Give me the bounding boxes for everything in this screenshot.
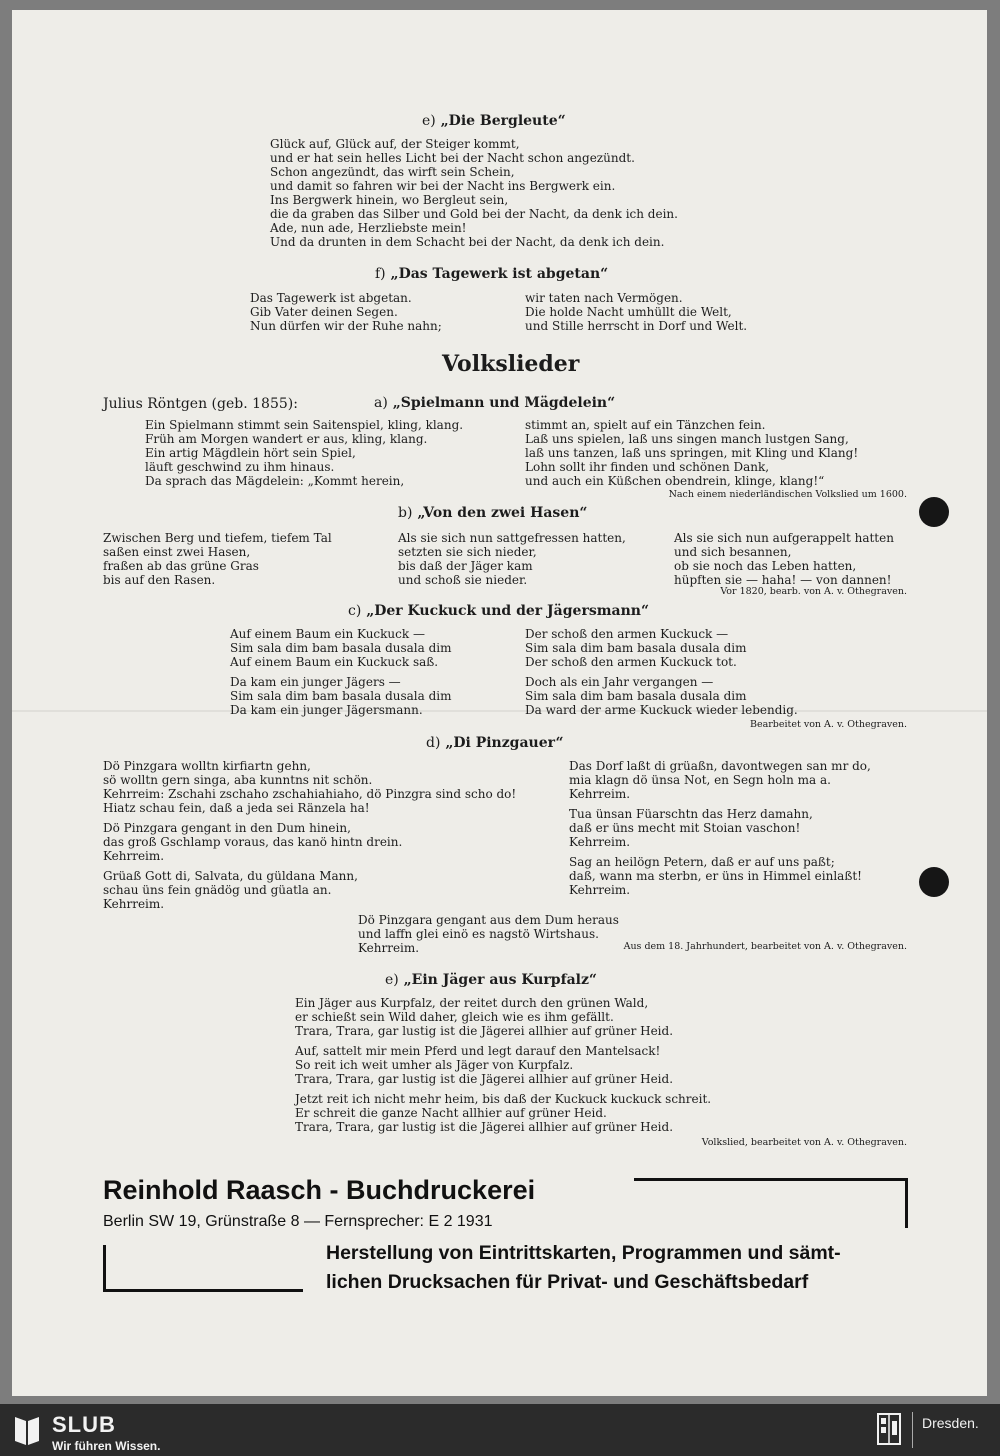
- song-text-spielmann-left: Ein Spielmann stimmt sein Saitenspiel, kling, klang. Früh am Morgen wandert er aus, kling, klang. Ein artig Mägdlein hört sein Spiel, läuft geschwind zu ihm hinaus. Da sprach das Mägdelein: „Kommt herein,: [145, 418, 464, 488]
- song-text-hasen-col3: Als sie sich nun aufgerappelt hatten und sich besannen, ob sie noch das Leben hatten, hüpften sie — haha! — von dannen!: [674, 531, 894, 587]
- song-text-pinzgauer-right: Das Dorf laßt di grüaßn, davontwegen san mr do, mia klagn dö ünsa Not, en Segn holn ma a. Kehrreim. Tua ünsan Füarschtn das Herz damahn, daß er üns mecht mit Stoian vaschon! Kehrreim. Sag an heilögn Petern, daß er auf uns paßt; daß, wann ma sterbn, er üns in Himmel einlaßt! Kehrreim.: [569, 759, 871, 897]
- footer-bar: [0, 1404, 1000, 1456]
- song-text-tagewerk-left: Das Tagewerk ist abgetan. Gib Vater deinen Segen. Nun dürfen wir der Ruhe nahn;: [250, 291, 442, 333]
- song-heading-hasen: b) „Von den zwei Hasen“: [398, 505, 588, 521]
- advert-services-line1: Herstellung von Eintrittskarten, Programmen und sämt-: [326, 1242, 841, 1264]
- attribution-pinzgauer: Aus dem 18. Jahrhundert, bearbeitet von A. v. Othegraven.: [623, 941, 907, 952]
- section-title: Volkslieder: [442, 351, 580, 377]
- song-text-hasen-col1: Zwischen Berg und tiefem, tiefem Tal saßen einst zwei Hasen, fraßen ab das grüne Gras bis auf den Rasen.: [103, 531, 332, 587]
- slub-logo-icon: [13, 1413, 41, 1447]
- advert-services-line2: lichen Drucksachen für Privat- und Geschäftsbedarf: [326, 1271, 809, 1293]
- song-text-kurpfalz: Ein Jäger aus Kurpfalz, der reitet durch den grünen Wald, er schießt sein Wild daher, gleich wie es ihm gefällt. Trara, Trara, gar lustig ist die Jägerei allhier auf grüner Heid. Auf, sattelt mir mein Pferd und legt darauf den Mantelsack! So reit ich weit umher als Jäger von Kurpfalz. Trara, Trara, gar lustig ist die Jägerei allhier auf grüner Heid. Jetzt reit ich nicht mehr heim, bis daß der Kuckuck kuckuck schreit. Er schreit die ganze Nacht allhier auf grüner Heid. Trara, Trara, gar lustig ist die Jägerei allhier auf grüner Heid.: [295, 996, 712, 1134]
- advert-rule-bottom-vertical: [103, 1245, 106, 1292]
- attribution-kuckuck: Bearbeitet von A. v. Othegraven.: [750, 719, 907, 730]
- dresden-logo-text: Dresden.: [922, 1415, 979, 1431]
- song-text-hasen-col2: Als sie sich nun sattgefressen hatten, setzten sie sich nieder, bis daß der Jäger kam und schoß sie nieder.: [398, 531, 626, 587]
- advert-rule-top-vertical: [905, 1178, 908, 1228]
- footer-divider: [912, 1412, 913, 1448]
- song-text-tagewerk-right: wir taten nach Vermögen. Die holde Nacht umhüllt die Welt, und Stille herrscht in Dorf und Welt.: [525, 291, 748, 333]
- song-heading-kurpfalz: e) „Ein Jäger aus Kurpfalz“: [385, 972, 597, 988]
- song-text-bergleute: Glück auf, Glück auf, der Steiger kommt, und er hat sein helles Licht bei der Nacht schon angezündt. Schon angezündt, das wirft sein Schein, und damit so fahren wir bei der Nacht ins Bergwerk ein. Ins Bergwerk hinein, wo Bergleut sein, die da graben das Silber und Gold bei der Nacht, da denk ich dein. Ade, nun ade, Herzliebste mein! Und da drunten in dem Schacht bei der Nacht, da denk ich dein.: [270, 137, 678, 249]
- song-text-pinzgauer-center: Dö Pinzgara gengant aus dem Dum heraus und laffn glei einö es nagstö Wirtshaus. Kehrreim.: [358, 913, 619, 955]
- attribution-spielmann: Nach einem niederländischen Volkslied um 1600.: [668, 489, 907, 500]
- attribution-hasen: Vor 1820, bearb. von A. v. Othegraven.: [720, 586, 907, 597]
- song-text-kuckuck-left: Auf einem Baum ein Kuckuck — Sim sala dim bam basala dusala dim Auf einem Baum ein Kuckuck saß. Da kam ein junger Jägers — Sim sala dim bam basala dusala dim Da kam ein junger Jägersmann.: [230, 627, 452, 717]
- slub-brand: SLUB: [52, 1412, 116, 1437]
- advert-firm-name: Reinhold Raasch - Buchdruckerei: [103, 1175, 536, 1205]
- punch-hole: [919, 497, 949, 527]
- advert-address: Berlin SW 19, Grünstraße 8 — Fernsprecher: E 2 1931: [103, 1213, 493, 1230]
- song-heading-kuckuck: c) „Der Kuckuck und der Jägersmann“: [348, 603, 649, 619]
- song-heading-bergleute: e) „Die Bergleute“: [422, 113, 566, 129]
- song-text-spielmann-right: stimmt an, spielt auf ein Tänzchen fein. Laß uns spielen, laß uns singen manch lustgen Sang, laß uns tanzen, laß uns springen, mit Kling und Klang! Lohn sollt ihr finden und schönen Dank, und auch ein Küßchen obendrein, klinge, klang!“: [525, 418, 859, 488]
- song-text-pinzgauer-left: Dö Pinzgara wolltn kirfiartn gehn, sö wolltn gern singa, aba kunntns nit schön. Kehrreim: Zschahi zschaho zschahiahiaho, dö Pinzgra sind scho do! Hiatz schau fein, daß a jeda sei Ränzela ha! Dö Pinzgara gengant in den Dum hinein, das groß Gschlamp voraus, das kanö hintn drein. Kehrreim. Grüaß Gott di, Salvata, du güldana Mann, schau üns fein gnädög und güatla an. Kehrreim.: [103, 759, 517, 911]
- slub-tagline: Wir führen Wissen.: [52, 1439, 161, 1453]
- song-heading-tagewerk: f) „Das Tagewerk ist abgetan“: [375, 266, 609, 282]
- song-heading-spielmann: a) „Spielmann und Mägdelein“: [374, 395, 616, 411]
- document-page: [12, 10, 987, 1396]
- city-crest-icon: [876, 1412, 902, 1446]
- punch-hole: [919, 867, 949, 897]
- composer-label: Julius Röntgen (geb. 1855):: [103, 396, 298, 412]
- song-heading-pinzgauer: d) „Di Pinzgauer“: [426, 735, 564, 751]
- attribution-kurpfalz: Volkslied, bearbeitet von A. v. Othegraven.: [701, 1137, 907, 1148]
- fold-line: [12, 710, 987, 712]
- advert-rule-top: [634, 1178, 908, 1181]
- advert-rule-bottom: [103, 1289, 303, 1292]
- song-text-kuckuck-right: Der schoß den armen Kuckuck — Sim sala dim bam basala dusala dim Der schoß den armen Kuckuck tot. Doch als ein Jahr vergangen — Sim sala dim bam basala dusala dim Da ward der arme Kuckuck wieder lebendig.: [525, 627, 798, 717]
